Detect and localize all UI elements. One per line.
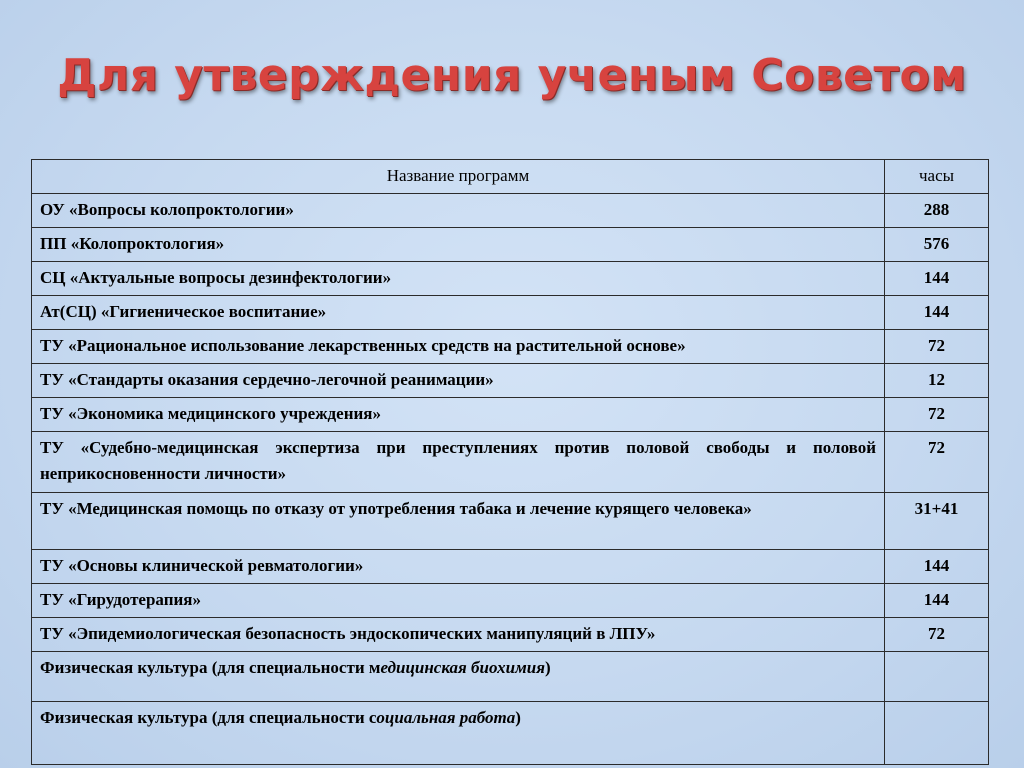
program-hours bbox=[885, 702, 989, 765]
program-name-italic: едицинская биохимия bbox=[380, 658, 545, 677]
program-name bbox=[32, 702, 885, 765]
table-row bbox=[32, 584, 989, 618]
table-row bbox=[32, 262, 989, 296]
program-name-prefix: Физическая культура (для специальности м bbox=[40, 658, 381, 677]
header-program-name: Название программ bbox=[32, 160, 885, 194]
table-row bbox=[32, 228, 989, 262]
program-hours: 144 bbox=[885, 296, 989, 330]
program-name-suffix: ) bbox=[544, 658, 551, 677]
header-hours: часы bbox=[885, 160, 989, 194]
program-name: Ат(СЦ) «Гигиеническое воспитание» bbox=[32, 296, 885, 330]
table-row bbox=[32, 398, 989, 432]
program-name bbox=[32, 652, 885, 702]
table-row bbox=[32, 493, 989, 550]
table-row bbox=[32, 194, 989, 228]
table-row bbox=[32, 702, 989, 765]
program-hours bbox=[885, 652, 989, 702]
table-row bbox=[32, 550, 989, 584]
program-name: ПП «Колопроктология» bbox=[32, 228, 885, 262]
program-hours: 72 bbox=[885, 432, 989, 493]
program-name-suffix: ) bbox=[515, 708, 521, 727]
table-row bbox=[32, 364, 989, 398]
program-name: ОУ «Вопросы колопроктологии» bbox=[32, 194, 885, 228]
program-name: ТУ «Экономика медицинского учреждения» bbox=[32, 398, 885, 432]
program-name: ТУ «Основы клинической ревматологии» bbox=[32, 550, 885, 584]
table-row bbox=[32, 618, 989, 652]
program-name: ТУ «Рациональное использование лекарственных средств на растительной основе» bbox=[32, 330, 885, 364]
programs-table bbox=[31, 159, 989, 765]
program-hours: 288 bbox=[885, 194, 989, 228]
program-name: ТУ «Стандарты оказания сердечно-легочной реанимации» bbox=[32, 364, 885, 398]
slide-title: Для утверждения ученым Советом bbox=[57, 50, 967, 101]
program-hours: 72 bbox=[885, 398, 989, 432]
program-hours: 12 bbox=[885, 364, 989, 398]
program-name: ТУ «Судебно-медицинская экспертиза при преступлениях против половой свободы и половой неприкосновенности личности» bbox=[32, 432, 885, 493]
program-name-prefix: Физическая культура (для специальности с bbox=[40, 708, 377, 727]
program-name-italic: оциальная работа bbox=[376, 708, 516, 727]
table-row bbox=[32, 330, 989, 364]
table-row bbox=[32, 432, 989, 493]
program-hours: 144 bbox=[885, 550, 989, 584]
table-row bbox=[32, 296, 989, 330]
program-name: ТУ «Медицинская помощь по отказу от употребления табака и лечение курящего человека» bbox=[32, 493, 885, 550]
program-name: ТУ «Гирудотерапия» bbox=[32, 584, 885, 618]
program-name: ТУ «Эпидемиологическая безопасность эндоскопических манипуляций в ЛПУ» bbox=[32, 618, 885, 652]
program-hours: 144 bbox=[885, 584, 989, 618]
program-hours: 576 bbox=[885, 228, 989, 262]
table-header-row bbox=[32, 160, 989, 194]
program-name: СЦ «Актуальные вопросы дезинфектологии» bbox=[32, 262, 885, 296]
table-row bbox=[32, 652, 989, 702]
program-hours: 144 bbox=[885, 262, 989, 296]
program-hours: 72 bbox=[885, 618, 989, 652]
program-hours: 72 bbox=[885, 330, 989, 364]
program-hours: 31+41 bbox=[885, 493, 989, 550]
